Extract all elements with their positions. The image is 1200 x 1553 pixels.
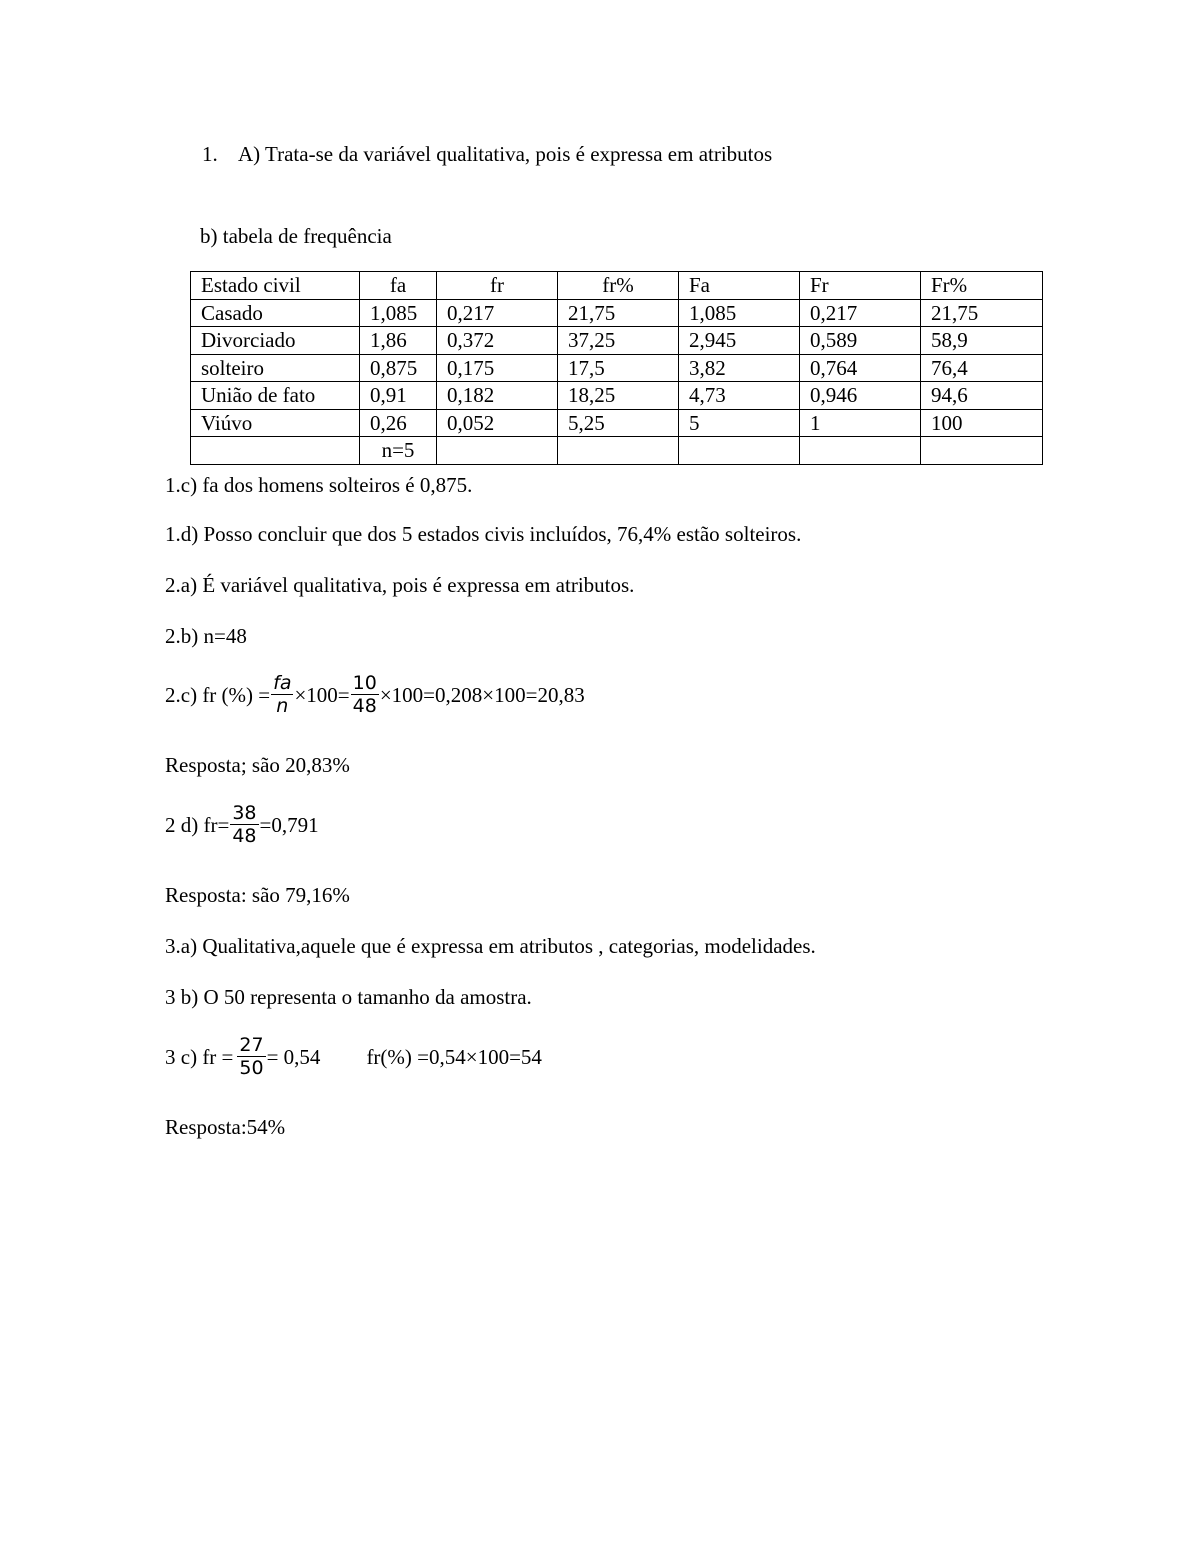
- fraction-10-over-48: [351, 672, 379, 717]
- table-row: [191, 437, 1043, 465]
- list-number: 1.: [202, 142, 218, 166]
- table-cell: 5: [679, 409, 800, 437]
- table-header-cell: Estado civil: [191, 272, 360, 300]
- frequency-table: [190, 271, 1043, 465]
- table-header-cell: Fa: [679, 272, 800, 300]
- q2-c-mid: ×100=: [294, 682, 350, 707]
- table-cell: 0,175: [437, 354, 558, 382]
- fraction-numerator: 38: [232, 802, 257, 824]
- fraction-denominator: 48: [232, 825, 257, 847]
- fraction-numerator: fa: [273, 672, 292, 694]
- q3-c-formula: [165, 1034, 542, 1079]
- table-cell: 76,4: [921, 354, 1043, 382]
- fraction-27-over-50: [237, 1034, 265, 1079]
- fraction-denominator: 50: [239, 1057, 264, 1079]
- q2-d-suffix: =0,791: [259, 812, 319, 837]
- q1-c-text: 1.c) fa dos homens solteiros é 0,875.: [165, 473, 473, 497]
- q3-b-text: 3 b) O 50 representa o tamanho da amostra.: [165, 985, 532, 1009]
- fraction-numerator: 10: [352, 672, 377, 694]
- table-cell: 0,372: [437, 327, 558, 355]
- table-header-cell: Fr: [800, 272, 921, 300]
- table-cell: 0,589: [800, 327, 921, 355]
- table-cell: 17,5: [558, 354, 679, 382]
- q1-a-line: [202, 141, 772, 167]
- fraction-38-over-48: [230, 802, 258, 847]
- table-cell: 0,946: [800, 382, 921, 410]
- table-cell: 3,82: [679, 354, 800, 382]
- table-row: [191, 299, 1043, 327]
- q3-c-answer: Resposta:54%: [165, 1115, 286, 1139]
- table-header-cell: fr: [437, 272, 558, 300]
- table-cell: 0,26: [360, 409, 437, 437]
- table-cell: 1: [800, 409, 921, 437]
- table-cell: 0,182: [437, 382, 558, 410]
- table-cell: Casado: [191, 299, 360, 327]
- q1-a-text: A) Trata-se da variável qualitativa, pois é expressa em atributos: [238, 142, 773, 166]
- table-cell: 0,91: [360, 382, 437, 410]
- table-cell: [921, 437, 1043, 465]
- fraction-numerator: 27: [239, 1034, 264, 1056]
- table-row: [191, 382, 1043, 410]
- q2-c-formula: [165, 672, 585, 717]
- q2-d-prefix: 2 d) fr=: [165, 812, 230, 837]
- table-cell: solteiro: [191, 354, 360, 382]
- q3-c-second: fr(%) =0,54×100=54: [366, 1044, 542, 1069]
- q3-c-suffix: = 0,54: [266, 1044, 321, 1069]
- table-header-row: [191, 272, 1043, 300]
- table-cell: 4,73: [679, 382, 800, 410]
- table-cell: n=5: [360, 437, 437, 465]
- q2-d-answer: Resposta: são 79,16%: [165, 883, 350, 907]
- table-cell: 1,86: [360, 327, 437, 355]
- q2-d-formula: [165, 802, 319, 847]
- table-row: [191, 327, 1043, 355]
- table-cell: 0,052: [437, 409, 558, 437]
- table-cell: 1,085: [679, 299, 800, 327]
- q2-a-text: 2.a) É variável qualitativa, pois é expressa em atributos.: [165, 573, 635, 597]
- table-header-cell: fr%: [558, 272, 679, 300]
- table-row: [191, 354, 1043, 382]
- table-header-cell: fa: [360, 272, 437, 300]
- q2-b-text: 2.b) n=48: [165, 624, 247, 648]
- table-cell: 37,25: [558, 327, 679, 355]
- table-cell: 5,25: [558, 409, 679, 437]
- table-cell: 0,217: [437, 299, 558, 327]
- table-cell: União de fato: [191, 382, 360, 410]
- table-cell: 0,217: [800, 299, 921, 327]
- table-cell: 2,945: [679, 327, 800, 355]
- q1-d-text: 1.d) Posso concluir que dos 5 estados civis incluídos, 76,4% estão solteiros.: [165, 522, 802, 546]
- table-cell: 0,764: [800, 354, 921, 382]
- q3-a-text: 3.a) Qualitativa,aquele que é expressa em atributos , categorias, modelidades.: [165, 934, 816, 958]
- table-row: [191, 409, 1043, 437]
- table-cell: [800, 437, 921, 465]
- table-cell: 58,9: [921, 327, 1043, 355]
- table-cell: 100: [921, 409, 1043, 437]
- table-header-cell: Fr%: [921, 272, 1043, 300]
- fraction-denominator: 48: [352, 695, 377, 717]
- table-cell: 18,25: [558, 382, 679, 410]
- q2-c-answer: Resposta; são 20,83%: [165, 753, 350, 777]
- table-cell: [679, 437, 800, 465]
- table-cell: Divorciado: [191, 327, 360, 355]
- table-cell: 1,085: [360, 299, 437, 327]
- table-cell: Viúvo: [191, 409, 360, 437]
- q1-b-text: b) tabela de frequência: [200, 224, 392, 248]
- table-cell: [437, 437, 558, 465]
- table-cell: [558, 437, 679, 465]
- fraction-fa-over-n: [271, 672, 293, 717]
- q2-c-suffix: ×100=0,208×100=20,83: [379, 682, 585, 707]
- fraction-denominator: n: [276, 695, 289, 717]
- table-cell: 21,75: [921, 299, 1043, 327]
- q2-c-prefix: 2.c) fr (%) =: [165, 682, 271, 707]
- q3-c-prefix: 3 c) fr =: [165, 1044, 234, 1069]
- table-cell: 94,6: [921, 382, 1043, 410]
- table-cell: [191, 437, 360, 465]
- table-cell: 21,75: [558, 299, 679, 327]
- table-cell: 0,875: [360, 354, 437, 382]
